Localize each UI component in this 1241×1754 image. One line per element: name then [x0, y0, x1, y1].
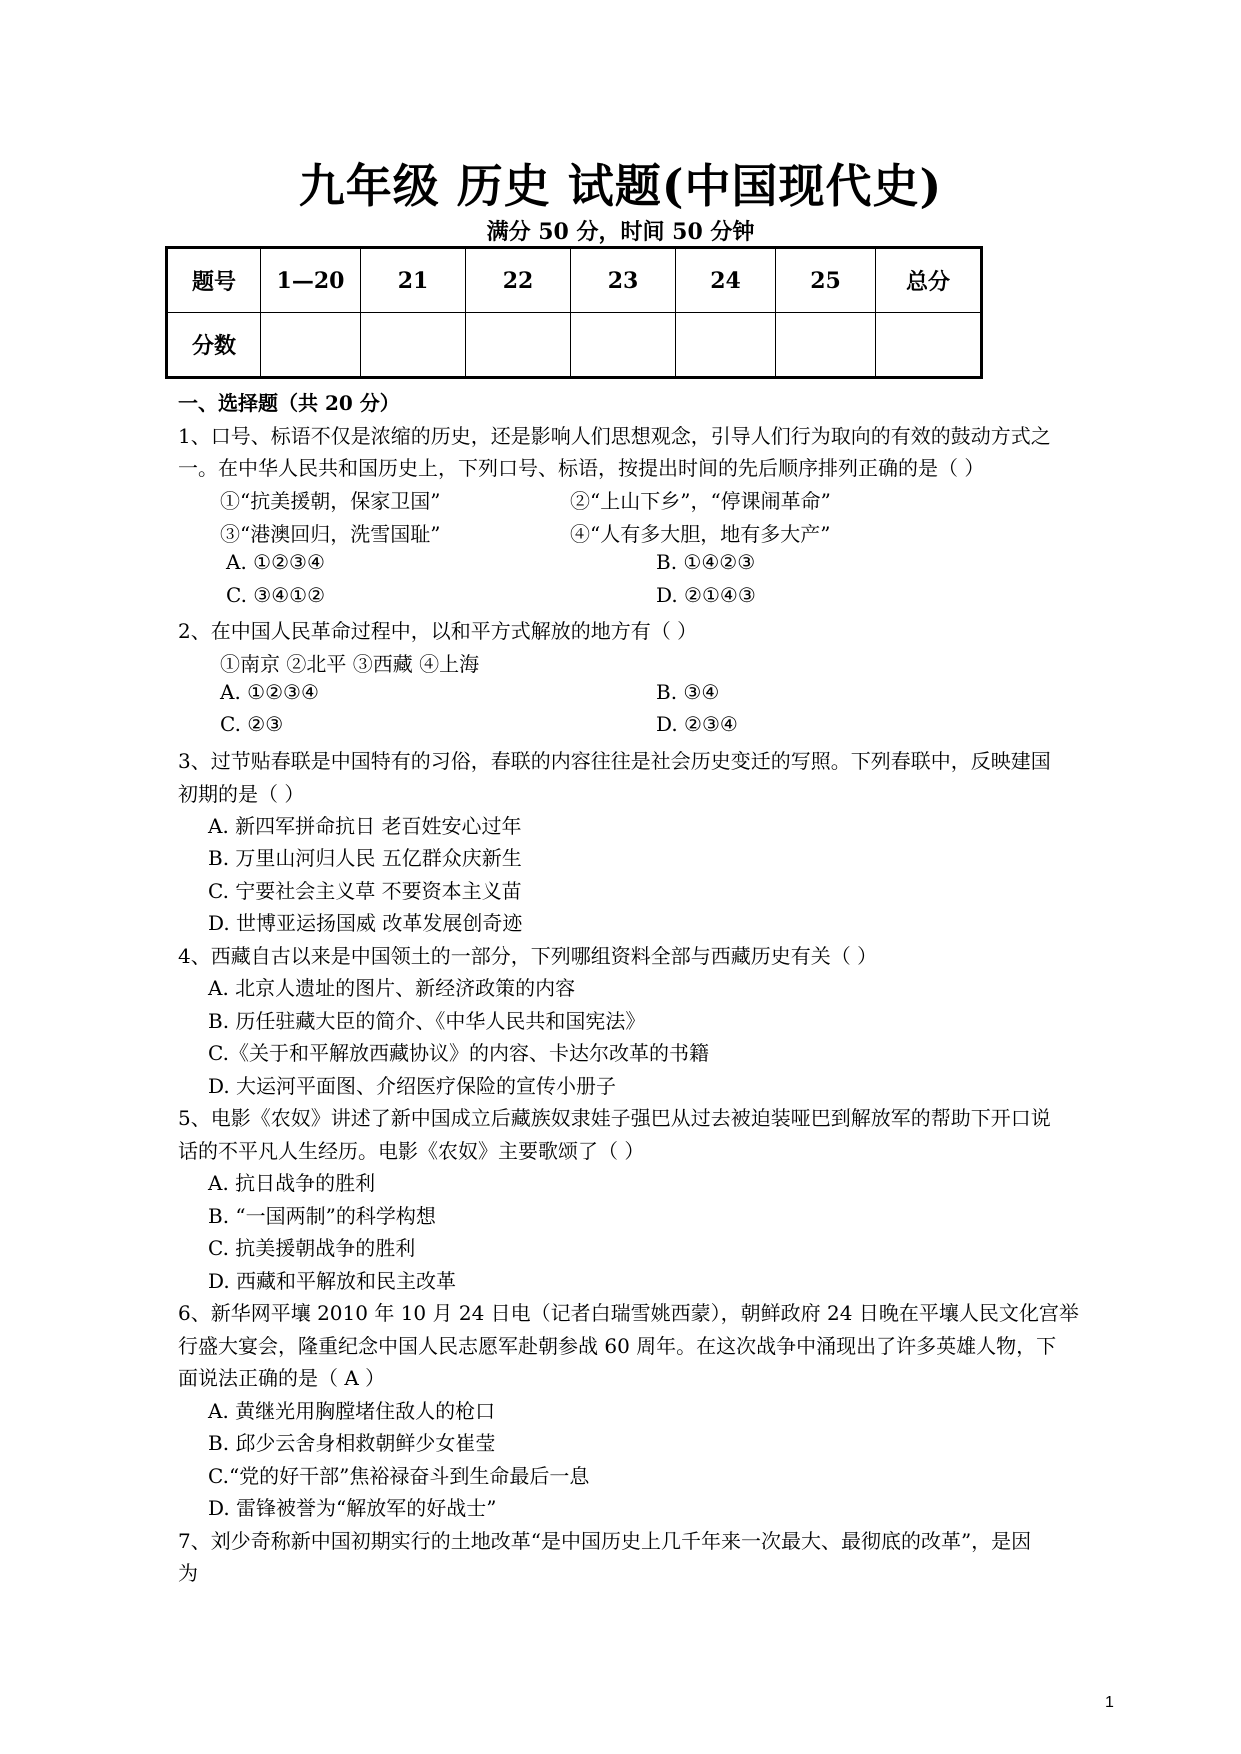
score-entry-cell [676, 313, 776, 378]
question-3-option-c: C. 宁要社会主义草 不要资本主义苗 [208, 879, 522, 903]
question-1-option-d: D. ②①④③ [656, 583, 756, 607]
question-5-text: 话的不平凡人生经历。电影《农奴》主要歌颂了（ ） [178, 1139, 645, 1163]
table-cell: 24 [676, 248, 776, 313]
score-entry-cell [776, 313, 876, 378]
question-6-text: 面说法正确的是（ A ） [178, 1366, 386, 1390]
question-7-text: 7、刘少奇称新中国初期实行的土地改革“是中国历史上几千年来一次最大、最彻底的改革”，是因 [178, 1529, 1032, 1553]
question-3-text: 初期的是（ ） [178, 782, 305, 806]
question-5-option-b: B. “一国两制”的科学构想 [208, 1204, 436, 1228]
question-6-option-d: D. 雷锋被誉为“解放军的好战士” [208, 1496, 497, 1520]
question-2-option-b: B. ③④ [656, 680, 720, 704]
table-cell: 21 [361, 248, 466, 313]
question-1-item: ②“上山下乡”，“停课闹革命” [570, 489, 831, 513]
score-table-score-row [167, 313, 982, 378]
question-6-text: 行盛大宴会，隆重纪念中国人民志愿军赴朝参战 60 周年。在这次战争中涌现出了许多英雄人物，下 [178, 1334, 1057, 1358]
question-6-option-b: B. 邱少云舍身相救朝鲜少女崔莹 [208, 1431, 496, 1455]
question-5-text: 5、电影《农奴》讲述了新中国成立后藏族奴隶娃子强巴从过去被迫装哑巴到解放军的帮助下开口说 [178, 1106, 1051, 1130]
question-4-option-d: D. 大运河平面图、介绍医疗保险的宣传小册子 [208, 1074, 617, 1098]
question-2-text: 2、在中国人民革命过程中，以和平方式解放的地方有（ ） [178, 619, 698, 643]
question-1-text: 一。在中华人民共和国历史上，下列口号、标语，按提出时间的先后顺序排列正确的是（ ） [178, 456, 985, 480]
score-entry-cell [361, 313, 466, 378]
question-4-option-c: C.《关于和平解放西藏协议》的内容、卡达尔改革的书籍 [208, 1041, 709, 1065]
table-cell: 总分 [876, 248, 982, 313]
question-1-option-c: C. ③④①② [226, 583, 326, 607]
table-cell: 22 [466, 248, 571, 313]
question-2-option-d: D. ②③④ [656, 712, 738, 736]
question-2-option-a: A. ①②③④ [220, 680, 319, 704]
question-3-option-b: B. 万里山河归人民 五亿群众庆新生 [208, 846, 522, 870]
score-entry-cell [571, 313, 676, 378]
score-entry-cell [876, 313, 982, 378]
exam-title: 九年级 历史 试题(中国现代史) [298, 159, 943, 213]
score-entry-cell [466, 313, 571, 378]
question-6-option-a: A. 黄继光用胸膛堵住敌人的枪口 [208, 1399, 496, 1423]
table-cell: 25 [776, 248, 876, 313]
question-1-item: ③“港澳回归，洗雪国耻” [220, 522, 441, 546]
question-6-option-c: C.“党的好干部”焦裕禄奋斗到生命最后一息 [208, 1464, 590, 1488]
table-cell: 分数 [167, 313, 261, 378]
table-cell: 23 [571, 248, 676, 313]
score-entry-cell [261, 313, 361, 378]
question-3-option-a: A. 新四军拼命抗日 老百姓安心过年 [208, 814, 522, 838]
question-4-option-b: B. 历任驻藏大臣的简介、《中华人民共和国宪法》 [208, 1009, 646, 1033]
page-number: 1 [1105, 1694, 1114, 1711]
section-heading: 一、选择题（共 20 分） [178, 391, 400, 415]
score-table [165, 246, 983, 379]
question-4-text: 4、西藏自古以来是中国领土的一部分，下列哪组资料全部与西藏历史有关（ ） [178, 944, 878, 968]
table-cell: 题号 [167, 248, 261, 313]
question-7-text: 为 [178, 1561, 198, 1585]
question-1-item: ④“人有多大胆，地有多大产” [570, 522, 831, 546]
question-4-option-a: A. 北京人遗址的图片、新经济政策的内容 [208, 976, 576, 1000]
table-cell: 1—20 [261, 248, 361, 313]
question-1-text: 1、口号、标语不仅是浓缩的历史，还是影响人们思想观念，引导人们行为取向的有效的鼓动方式之 [178, 424, 1051, 448]
question-5-option-d: D. 西藏和平解放和民主改革 [208, 1269, 457, 1293]
question-2-option-c: C. ②③ [220, 712, 284, 736]
question-5-option-a: A. 抗日战争的胜利 [208, 1171, 376, 1195]
question-1-option-a: A. ①②③④ [226, 550, 325, 574]
question-3-option-d: D. 世博亚运扬国威 改革发展创奇迹 [208, 911, 523, 935]
question-2-items: ①南京 ②北平 ③西藏 ④上海 [220, 652, 480, 676]
question-1-item: ①“抗美援朝，保家卫国” [220, 489, 441, 513]
question-3-text: 3、过节贴春联是中国特有的习俗，春联的内容往往是社会历史变迁的写照。下列春联中，反映建国 [178, 749, 1051, 773]
question-6-text: 6、新华网平壤 2010 年 10 月 24 日电（记者白瑞雪姚西蒙），朝鲜政府 24 日晚在平壤人民文化宫举 [178, 1301, 1079, 1325]
question-1-option-b: B. ①④②③ [656, 550, 756, 574]
score-table-header-row [167, 248, 982, 313]
exam-subtitle: 满分 50 分，时间 50 分钟 [486, 219, 755, 245]
question-5-option-c: C. 抗美援朝战争的胜利 [208, 1236, 416, 1260]
